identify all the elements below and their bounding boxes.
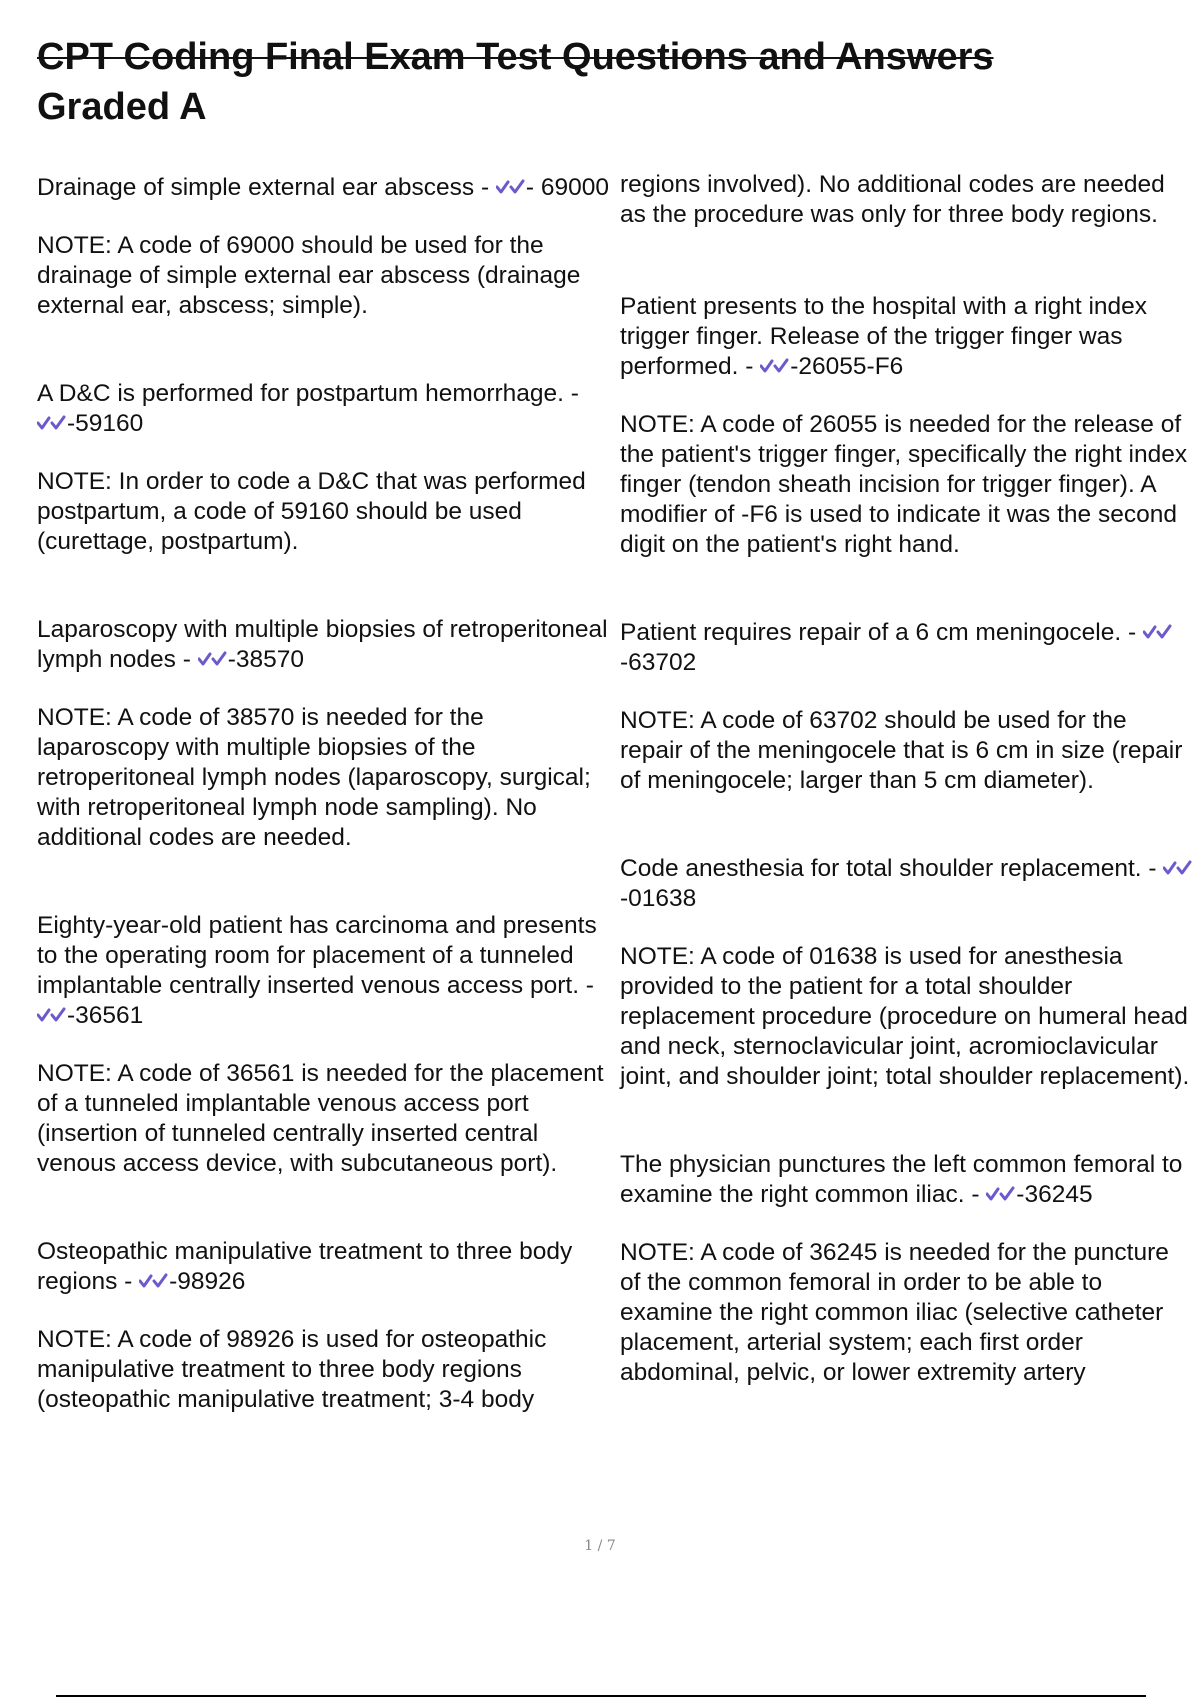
double-check-icon [986,1182,1016,1206]
title-line-1: CPT Coding Final Exam Test Questions and Answers [37,36,994,78]
double-check-icon [37,411,67,435]
answer-note: NOTE: A code of 26055 is needed for the release of the patient's trigger finger, specifically the right index finger (tendon sheath incision for trigger finger). A modifier of -F6 is used to indicate it was the second digit on the patient's right hand. [620,411,1188,558]
right-column [620,170,1195,1388]
question: Osteopathic manipulative treatment to three body regions - -98926 [37,1238,573,1295]
note-continuation: regions involved). No additional codes are needed as the procedure was only for three body regions. [620,171,1165,228]
page-number: 1 / 7 [584,1538,616,1554]
answer-note: NOTE: A code of 63702 should be used for the repair of the meningocele that is 6 cm in size (repair of meningocele; larger than 5 cm diameter). [620,707,1183,794]
answer-note: NOTE: A code of 36561 is needed for the placement of a tunneled implantable venous access port (insertion of tunneled centrally inserted central venous access device, with subcutaneous port). [37,1060,604,1177]
double-check-icon [760,354,790,378]
double-check-icon [139,1269,169,1293]
double-check-icon [37,1003,67,1027]
double-check-icon [198,647,228,671]
answer-note: NOTE: A code of 01638 is used for anesthesia provided to the patient for a total shoulder replacement procedure (procedure on humeral head and neck, sternoclavicular joint, acromioclavicular joint, and shoulder joint; total shoulder replacement). [620,943,1190,1090]
title-line-2: Graded A [37,86,207,128]
left-column [37,173,612,1415]
answer-note: NOTE: A code of 69000 should be used for the drainage of simple external ear abscess (drainage external ear, abscess; simple). [37,232,581,319]
answer-note: NOTE: A code of 38570 is needed for the laparoscopy with multiple biopsies of the retroperitoneal lymph nodes (laparoscopy, surgical; with retroperitoneal lymph node sampling). No additional codes are needed. [37,704,591,851]
question: Patient requires repair of a 6 cm meningocele. - -63702 [620,618,1195,678]
question: Drainage of simple external ear abscess - - 69000 [37,174,610,201]
question: Laparoscopy with multiple biopsies of retroperitoneal lymph nodes - -38570 [37,616,608,673]
double-check-icon [1163,856,1193,880]
answer-note: NOTE: A code of 98926 is used for osteopathic manipulative treatment to three body regions (osteopathic manipulative treatment; 3-4 body [37,1326,547,1413]
question: A D&C is performed for postpartum hemorrhage. - -59160 [37,380,579,437]
question: Eighty-year-old patient has carcinoma and presents to the operating room for placement of a tunneled implantable centrally inserted venous access port. - -36561 [37,912,597,1029]
answer-note: NOTE: In order to code a D&C that was performed postpartum, a code of 59160 should be used (curettage, postpartum). [37,468,586,555]
question: Patient presents to the hospital with a right index trigger finger. Release of the trigger finger was performed. - -26055-F6 [620,293,1148,380]
double-check-icon [496,175,526,199]
question: The physician punctures the left common femoral to examine the right common iliac. - -36245 [620,1151,1183,1208]
answer-note: NOTE: A code of 36245 is needed for the puncture of the common femoral in order to be able to examine the right common iliac (selective catheter placement, arterial system; each first order abdominal, pelvic, or lower extremity artery [620,1239,1169,1386]
question: Code anesthesia for total shoulder replacement. - -01638 [620,854,1195,914]
double-check-icon [1143,620,1173,644]
document-title [37,32,1137,132]
footer-divider [56,1695,1146,1697]
